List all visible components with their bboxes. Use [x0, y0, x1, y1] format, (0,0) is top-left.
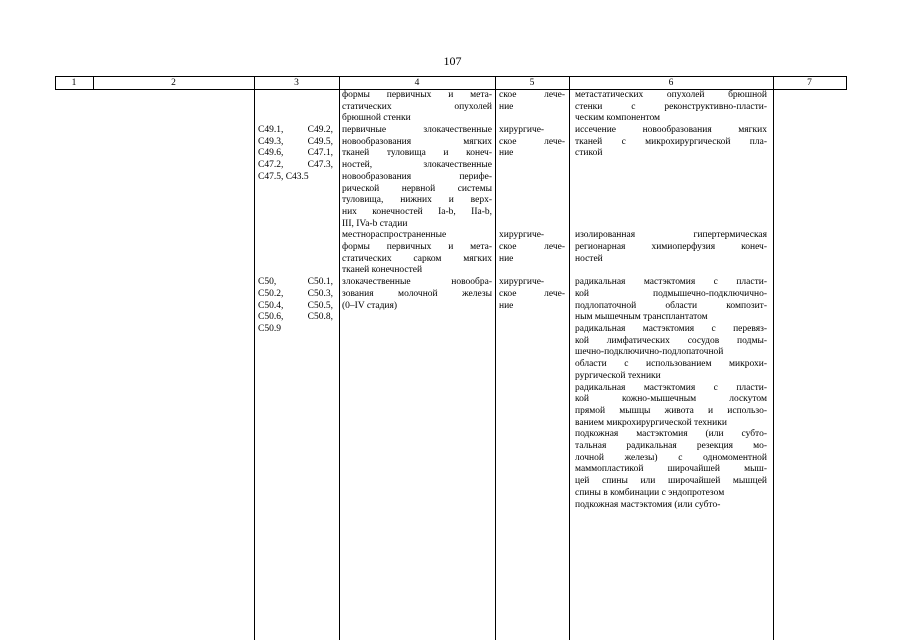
treatment-method — [575, 230, 767, 265]
treatment-method-line: спины в комбинации с эндопротезом — [575, 487, 725, 498]
condition-description-line: статических опухолей — [342, 101, 492, 112]
condition-description — [342, 125, 492, 230]
condition-description — [342, 277, 492, 312]
treatment-method-line: подкожная мастэктомия (или субто- — [575, 499, 721, 510]
treatment-type-line: ское лече- — [499, 242, 565, 253]
condition-description-line: III, IVa-b стадии — [342, 218, 408, 229]
condition-description-line: них конечностей Ia-b, IIa-b, — [342, 206, 492, 217]
treatment-method-line: кой подмышечно-подключично- — [575, 288, 767, 299]
condition-description-line: брюшной стенки — [342, 113, 411, 124]
treatment-method-line: лочной железы) с одномоментной — [575, 452, 767, 463]
treatment-method-line: радикальная мастэктомия с пласти- — [575, 382, 767, 393]
column-divider — [495, 76, 496, 640]
condition-description-line: новообразования перифе- — [342, 171, 492, 182]
treatment-method-line: иссечение новообразования мягких — [575, 125, 767, 136]
treatment-type-line: ние — [499, 300, 514, 311]
diagnosis-codes-line: C47.5, C43.5 — [258, 171, 309, 182]
diagnosis-codes-line: C50.4, C50.5, — [258, 300, 333, 311]
condition-description-line: первичные злокачественные — [342, 125, 492, 136]
treatment-method-line: подкожная мастэктомия (или субто- — [575, 429, 767, 440]
treatment-type-line: хирургиче- — [499, 230, 545, 241]
treatment-method — [575, 90, 767, 125]
treatment-method-line: маммопластикой широчайшей мыш- — [575, 464, 767, 475]
treatment-type-line: ние — [499, 253, 514, 264]
column-divider — [254, 76, 255, 640]
diagnosis-codes-line: C50.2, C50.3, — [258, 288, 333, 299]
treatment-method-line: рургической техники — [575, 370, 661, 381]
condition-description-line: тканей туловища и конеч- — [342, 148, 492, 159]
condition-description-line: формы первичных и мета- — [342, 242, 492, 253]
treatment-type — [499, 90, 565, 113]
treatment-method-line: ным мышечным трансплантатом — [575, 312, 708, 323]
treatment-method — [575, 277, 767, 324]
treatment-method — [575, 383, 767, 430]
diagnosis-codes-line: C49.6, C47.1, — [258, 148, 333, 159]
condition-description-line: статических сарком мягких — [342, 253, 492, 264]
treatment-method-line: тальная радикальная резекция мо- — [575, 440, 767, 451]
treatment-method-line: стикой — [575, 148, 603, 159]
condition-description — [342, 90, 492, 125]
treatment-method-line: кой кожно-мышечным лоскутом — [575, 394, 767, 405]
treatment-method-line: ностей — [575, 253, 603, 264]
treatment-type — [499, 125, 565, 160]
condition-description-line: зования молочной железы — [342, 288, 492, 299]
column-number-2: 2 — [171, 78, 176, 88]
treatment-method-line: цей спины или широчайшей мышцей — [575, 476, 767, 487]
treatment-method-line: ческим компонентом — [575, 113, 661, 124]
diagnosis-codes-line: C49.3, C49.5, — [258, 136, 333, 147]
condition-description-line: новообразования мягких — [342, 136, 492, 147]
condition-description-line: местнораспространенные — [342, 230, 447, 241]
treatment-method-line: тканей с микрохирургической пла- — [575, 136, 767, 147]
treatment-method-line: стенки с реконструктивно-пласти- — [575, 101, 767, 112]
diagnosis-codes-line: C49.1, C49.2, — [258, 125, 333, 136]
treatment-type — [499, 230, 565, 265]
treatment-method — [575, 324, 767, 382]
column-number-1: 1 — [71, 78, 77, 88]
treatment-type-line: ское лече- — [499, 136, 565, 147]
condition-description — [342, 230, 492, 277]
treatment-type-line: ское лече- — [499, 288, 565, 299]
treatment-type-line: хирургиче- — [499, 125, 545, 136]
treatment-method — [575, 125, 767, 160]
treatment-method-line: радикальная мастэктомия с пласти- — [575, 277, 767, 288]
condition-description-line: (0–IV стадия) — [342, 300, 398, 311]
treatment-type-line: хирургиче- — [499, 277, 545, 288]
page-number: 107 — [443, 54, 462, 68]
column-divider — [339, 76, 340, 640]
column-divider — [569, 76, 570, 640]
diagnosis-codes-line: C47.2, C47.3, — [258, 160, 333, 171]
condition-description-line: ностей, злокачественные — [342, 160, 492, 171]
column-number-3: 3 — [294, 78, 299, 88]
treatment-method-line: изолированная гипертермическая — [575, 230, 767, 241]
treatment-method — [575, 429, 767, 499]
treatment-type-line: ние — [499, 148, 514, 159]
treatment-type-line: ние — [499, 101, 514, 112]
treatment-method-line: метастатических опухолей брюшной — [575, 90, 767, 100]
diagnosis-codes — [258, 277, 333, 335]
condition-description-line: формы первичных и мета- — [342, 90, 492, 100]
treatment-method-line: кой лимфатических сосудов подмы- — [575, 335, 767, 346]
column-number-4: 4 — [414, 78, 420, 88]
treatment-type-line: ское лече- — [499, 90, 565, 100]
treatment-method-line: подлопаточной области композит- — [575, 300, 767, 311]
treatment-method-line: шечно-подключично-подлопаточной — [575, 347, 724, 358]
treatment-method-line: области с использованием микрохи- — [575, 359, 767, 370]
treatment-type — [499, 277, 565, 312]
column-number-7: 7 — [807, 78, 812, 88]
column-divider — [773, 76, 774, 640]
column-number-5: 5 — [529, 78, 535, 88]
treatment-method-line: прямой мышцы живота и использо- — [575, 405, 767, 416]
column-number-6: 6 — [668, 78, 674, 88]
condition-description-line: туловища, нижних и верх- — [342, 195, 492, 206]
treatment-method-line: ванием микрохирургической техники — [575, 417, 727, 428]
condition-description-line: рической нервной системы — [342, 183, 492, 194]
condition-description-line: тканей конечностей — [342, 265, 423, 276]
treatment-method-line: регионарная химиоперфузия конеч- — [575, 242, 767, 253]
diagnosis-codes — [258, 125, 333, 183]
condition-description-line: злокачественные новообра- — [342, 277, 492, 288]
treatment-method — [575, 500, 767, 512]
diagnosis-codes-line: C50, C50.1, — [258, 277, 333, 288]
diagnosis-codes-line: C50.9 — [258, 323, 281, 334]
treatment-method-line: радикальная мастэктомия с перевяз- — [575, 324, 767, 334]
column-divider — [846, 76, 847, 90]
diagnosis-codes-line: C50.6, C50.8, — [258, 312, 333, 323]
